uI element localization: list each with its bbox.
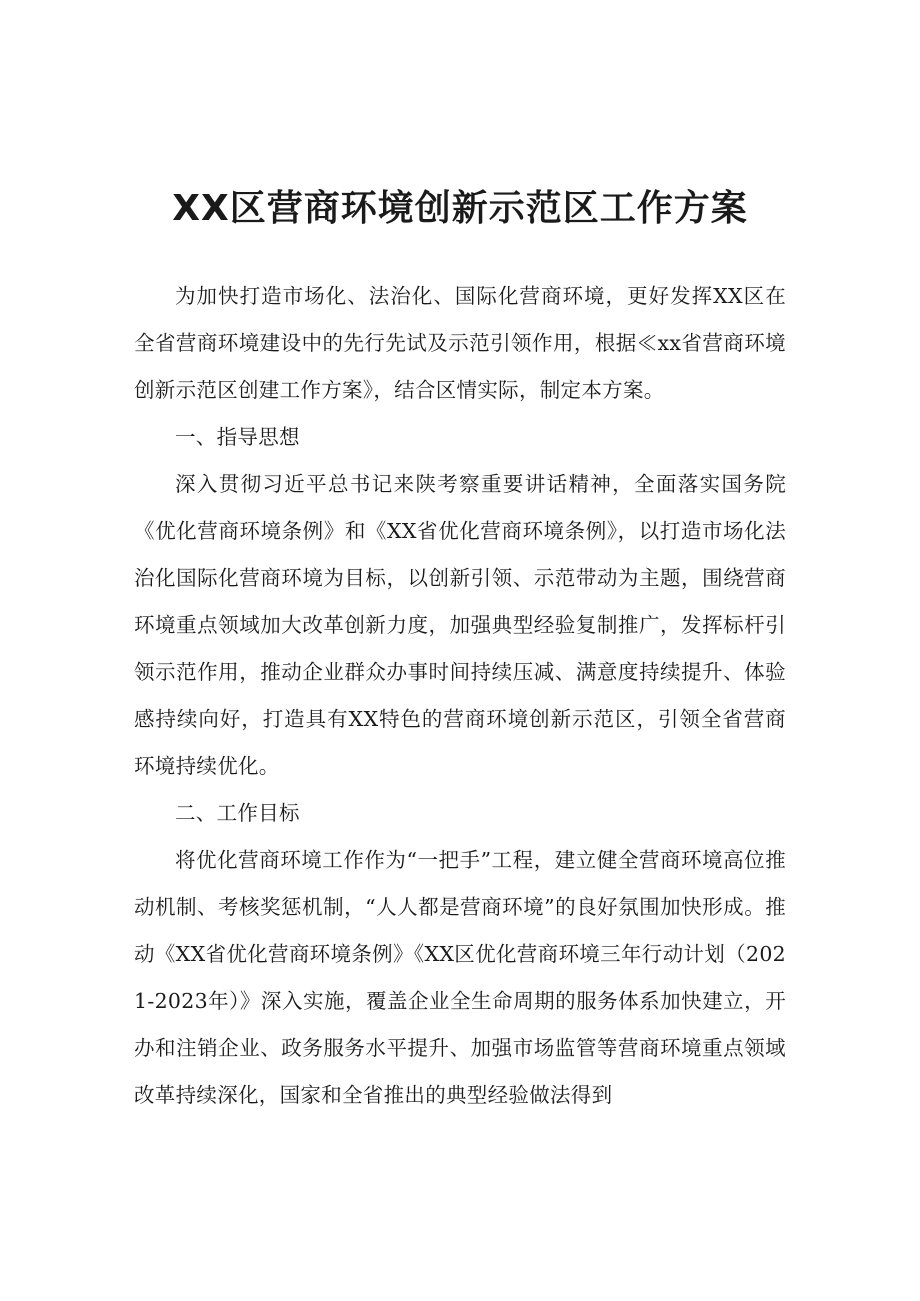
section-heading-work-goals: 二、工作目标 <box>175 801 300 825</box>
document-title: XX区营商环境创新示范区工作方案 <box>172 188 748 229</box>
section-paragraph-guiding-ideology: 深入贯彻习近平总书记来陕考察重要讲话精神，全面落实国务院《优化营商环境条例》和《XX省优化营商环境条例》，以打造市场化法治化国际化营商环境为目标，以创新引领、示范带动为主题，围绕营商环境重点领域加大改革创新力度，加强典型经验复制推广，发挥标杆引领示范作用，推动企业群众办事时间持续压减、满意度持续提升、体验感持续向好，打造具有XX特色的营商环境创新示范区，引领全省营商环境持续优化。 <box>134 472 786 778</box>
intro-paragraph: 为加快打造市场化、法治化、国际化营商环境，更好发挥XX区在全省营商环境建设中的先行先试及示范引领作用，根据≪xx省营商环境创新示范区创建工作方案》，结合区情实际，制定本方案。 <box>134 284 786 402</box>
document-body <box>134 273 786 1119</box>
section-heading-guiding-ideology: 一、指导思想 <box>175 425 300 449</box>
section-paragraph-work-goals: 将优化营商环境工作作为“一把手”工程，建立健全营商环境高位推动机制、考核奖惩机制，“人人都是营商环境”的良好氛围加快形成。推动《XX省优化营商环境条例》《XX区优化营商环境三年行动计划（2021-2023年）》深入实施，覆盖企业全生命周期的服务体系加快建立，开办和注销企业、政务服务水平提升、加强市场监管等营商环境重点领域改革持续深化，国家和全省推出的典型经验做法得到 <box>134 848 786 1107</box>
